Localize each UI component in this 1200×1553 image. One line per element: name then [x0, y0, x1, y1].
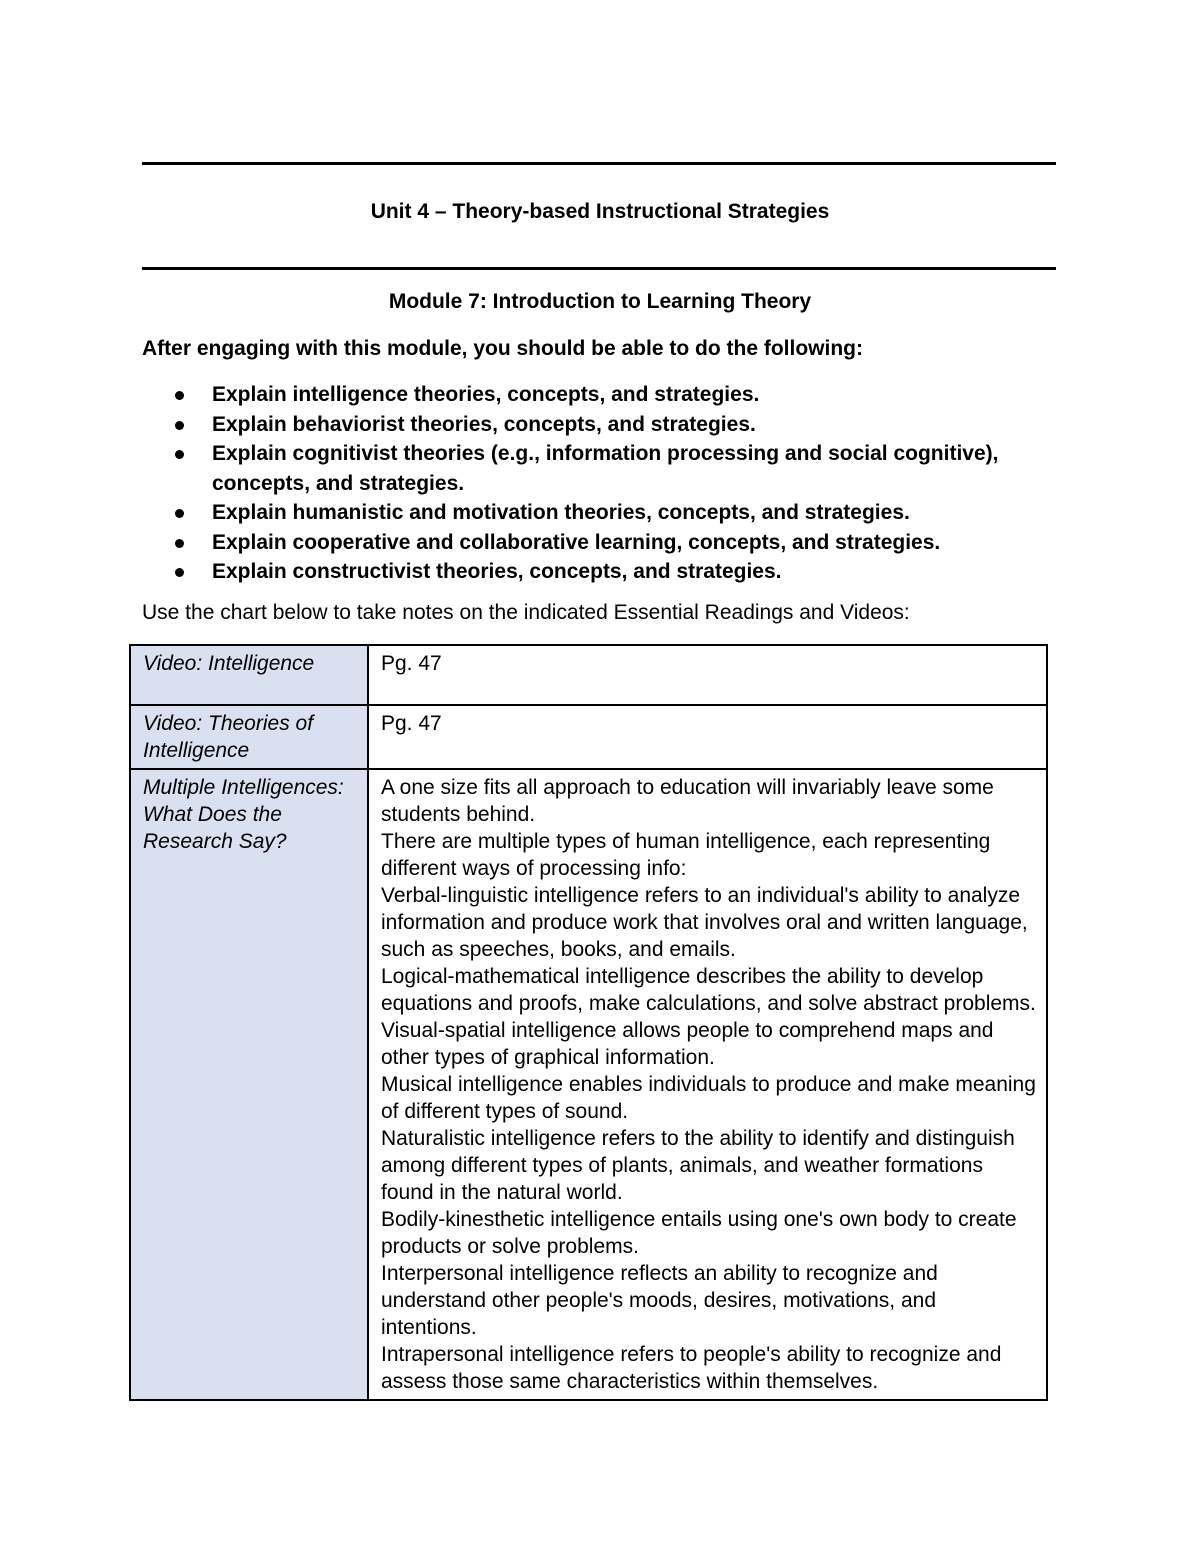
objective-text: Explain constructivist theories, concepts, and strategies.: [212, 560, 782, 583]
row-notes[interactable]: [368, 705, 1047, 769]
objective-item: [142, 380, 1042, 410]
chart-instructions: Use the chart below to take notes on the indicated Essential Readings and Videos:: [142, 601, 910, 624]
table-row: [130, 645, 1047, 705]
note-line: A one size fits all approach to education will invariably leave some students behind.: [381, 776, 994, 826]
bullet-icon: [175, 450, 184, 459]
note-line: Logical-mathematical intelligence describes the ability to develop equations and proofs, make calculations, and solve abstract problems.: [381, 965, 1036, 1015]
row-notes[interactable]: [368, 645, 1047, 705]
bullet-icon: [175, 391, 184, 400]
row-label: Video: Intelligence: [130, 645, 368, 705]
unit-title: Unit 4 – Theory-based Instructional Strategies: [370, 200, 830, 223]
note-line: Intrapersonal intelligence refers to people's ability to recognize and assess those same characteristics within themselves.: [381, 1343, 1002, 1393]
objective-text: Explain intelligence theories, concepts, and strategies.: [212, 383, 760, 406]
note-line: Pg. 47: [381, 712, 442, 735]
row-label: Video: Theories of Intelligence: [130, 705, 368, 769]
objective-text: Explain cooperative and collaborative learning, concepts, and strategies.: [212, 530, 941, 554]
table-row: [130, 769, 1047, 1400]
bottom-divider: [142, 267, 1056, 270]
row-notes[interactable]: [368, 769, 1047, 1400]
notes-table: [129, 644, 1048, 1401]
note-line: Musical intelligence enables individuals to produce and make meaning of different types of sound.: [381, 1073, 1036, 1123]
bullet-icon: [175, 421, 184, 430]
note-line: Pg. 47: [381, 652, 442, 675]
top-divider: [142, 162, 1056, 165]
objectives-intro: After engaging with this module, you should be able to do the following:: [142, 337, 863, 360]
objective-item: [142, 498, 1042, 528]
objective-item: [142, 528, 1042, 558]
objective-text: Explain humanistic and motivation theories, concepts, and strategies.: [212, 501, 910, 524]
note-line: There are multiple types of human intelligence, each representing different ways of processing info:: [381, 830, 991, 880]
bullet-icon: [175, 568, 184, 577]
objectives-list: [142, 380, 1042, 587]
note-line: Bodily-kinesthetic intelligence entails using one's own body to create products or solve problems.: [381, 1208, 1017, 1258]
note-line: Visual-spatial intelligence allows people to comprehend maps and other types of graphical information.: [381, 1019, 994, 1069]
note-line: Naturalistic intelligence refers to the ability to identify and distinguish among different types of plants, animals, and weather formations found in the natural world.: [381, 1127, 1015, 1204]
objective-text: Explain behaviorist theories, concepts, and strategies.: [212, 412, 756, 436]
table-row: [130, 705, 1047, 769]
note-line: Interpersonal intelligence reflects an ability to recognize and understand other people's moods, desires, motivations, and intentions.: [381, 1262, 938, 1339]
module-title: Module 7: Introduction to Learning Theory: [388, 290, 812, 313]
note-line: Verbal-linguistic intelligence refers to an individual's ability to analyze information and produce work that involves oral and written language, such as speeches, books, and emails.: [381, 884, 1028, 961]
objective-item: [142, 439, 1042, 498]
bullet-icon: [175, 509, 184, 518]
row-label: Multiple Intelligences: What Does the Research Say?: [130, 769, 368, 1400]
objective-item: [142, 410, 1042, 440]
objective-item: [142, 557, 1042, 587]
objective-text: Explain cognitivist theories (e.g., information processing and social cognitive), concepts, and strategies.: [212, 442, 999, 495]
bullet-icon: [175, 539, 184, 548]
